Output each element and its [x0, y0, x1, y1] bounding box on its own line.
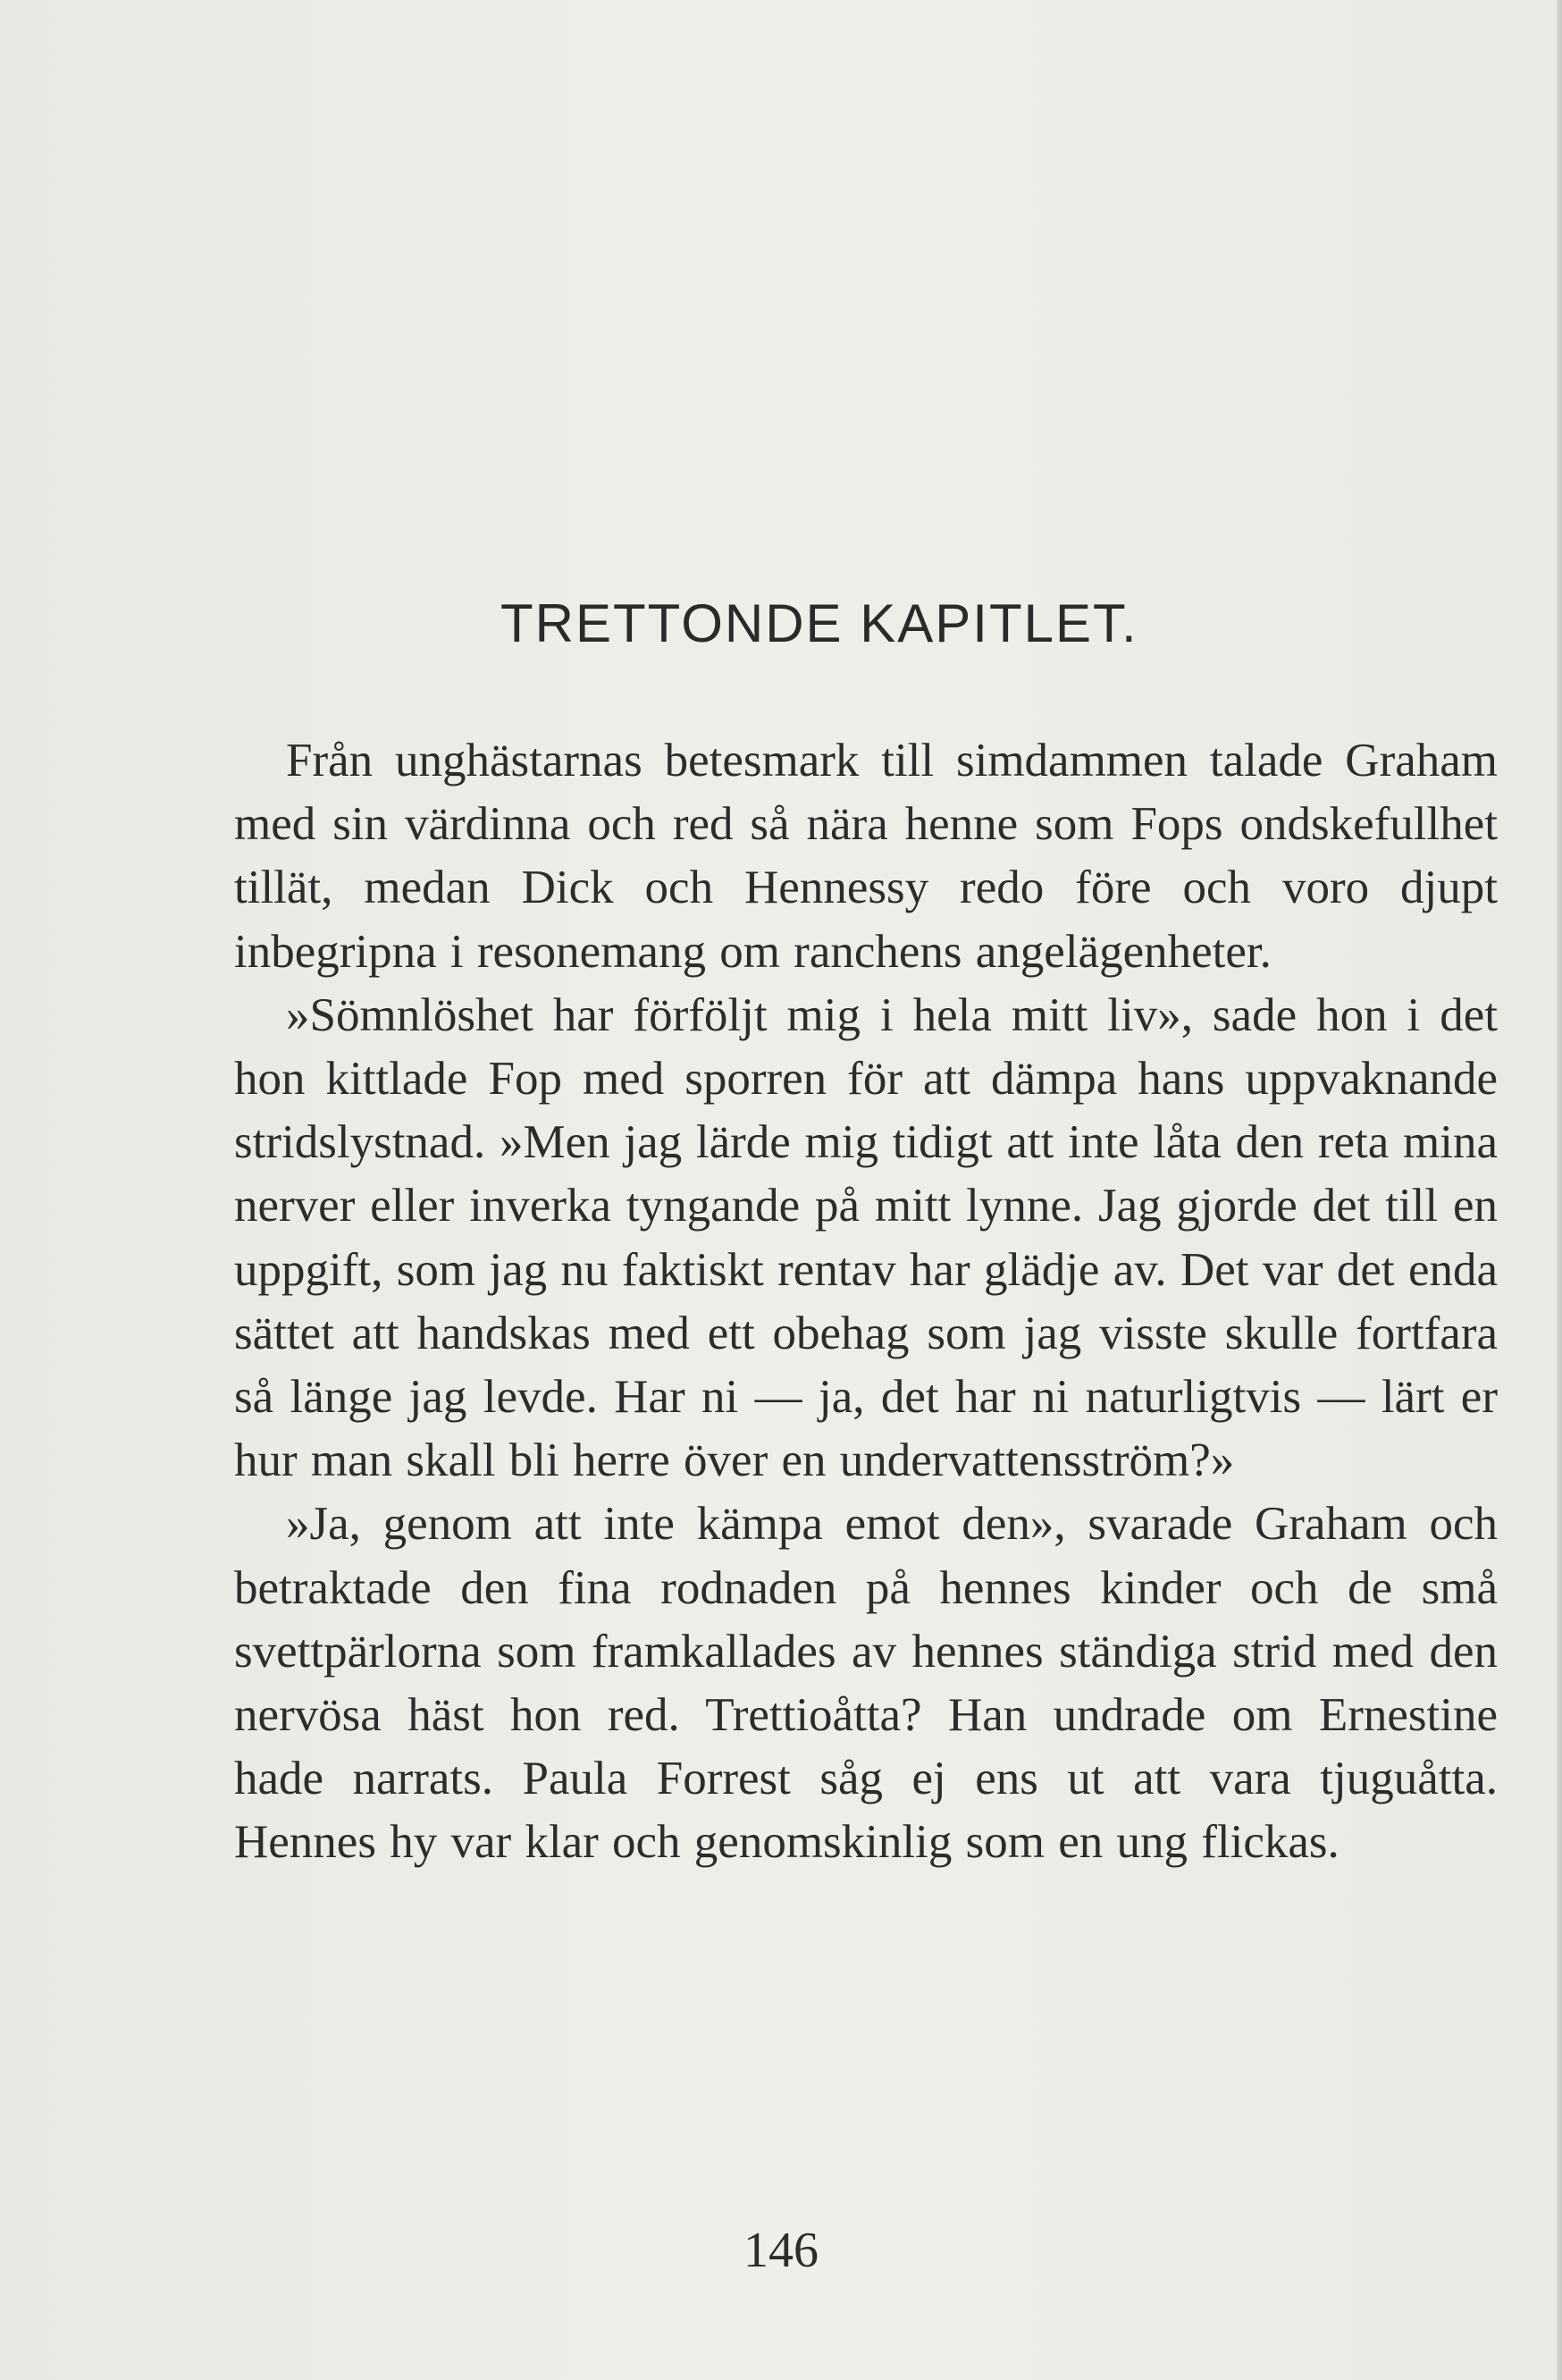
chapter-body	[234, 729, 1498, 1875]
paragraph-1: Från unghästarnas betesmark till simdammen talade Graham med sin värdinna och red så nära henne som Fops ondskefullhet tillät, medan Dick och Hennessy redo före och voro djupt inbegripna i resonemang om ranchens angelägenheter.	[234, 735, 1498, 978]
paragraph-3: »Ja, genom att inte kämpa emot den», svarade Graham och betraktade den fina rodnaden på hennes kinder och de små svettpärlorna som framkallades av hennes ständiga strid med den nervösa häst hon red. Trettioåtta? Han undrade om Ernestine hade narrats. Paula Forrest såg ej ens ut att vara tjuguåtta. Hennes hy var klar och genomskinlig som en ung flickas.	[234, 1498, 1498, 1869]
chapter-heading: TRETTONDE KAPITLET.	[500, 593, 1138, 653]
paragraph-2: »Sömnlöshet har förföljt mig i hela mitt liv», sade hon i det hon kittlade Fop med sporren för att dämpa hans uppvaknande stridslystnad. »Men jag lärde mig tidigt att inte låta den reta mina nerver eller inverka tyngande på mitt lynne. Jag gjorde det till en uppgift, som jag nu faktiskt rentav har glädje av. Det var det enda sättet att handskas med ett obehag som jag visste skulle fortfara så länge jag levde. Har ni — ja, det har ni naturligtvis — lärt er hur man skall bli herre över en undervattensström?»	[234, 988, 1498, 1487]
page-number: 146	[743, 2223, 819, 2278]
page-edge	[1557, 0, 1562, 2380]
